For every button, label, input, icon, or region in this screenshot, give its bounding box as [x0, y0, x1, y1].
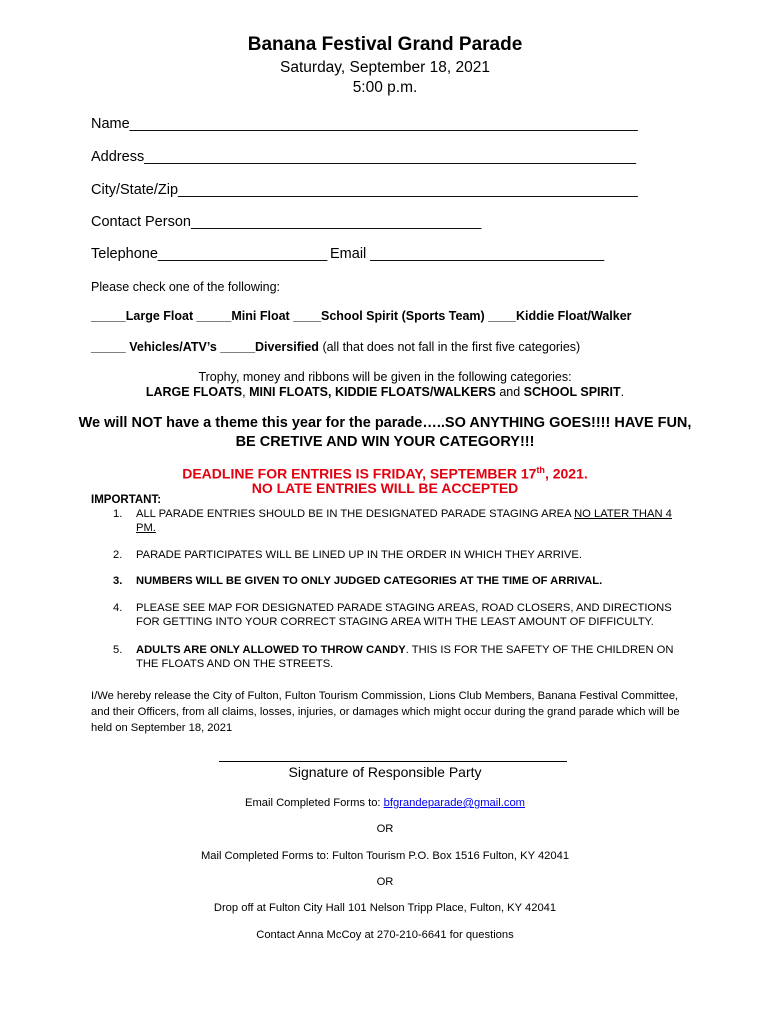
email-link[interactable]: bfgrandeparade@gmail.com — [383, 797, 525, 809]
theme-notice — [60, 414, 710, 452]
contact-info: Contact Anna McCoy at 270-210-6641 for questions — [256, 929, 514, 941]
trophy-school-spirit: SCHOOL SPIRIT — [523, 385, 621, 399]
category-large-float[interactable]: _____Large Float — [91, 309, 194, 323]
deadline-sup: th — [536, 465, 545, 475]
list-item-number: 1. — [113, 508, 123, 520]
trophy-mini-kiddie: MINI FLOATS, KIDDIE FLOATS/WALKERS — [249, 385, 496, 399]
list-item-number: 2. — [113, 549, 123, 561]
category-prompt: Please check one of the following: — [91, 280, 281, 294]
release-statement: I/We hereby release the City of Fulton, Fulton Tourism Commission, Lions Club Members, Banana Festival Committee, and their Officers, from all claims, losses, injuries, or damages which might occur during the grand parade which will be held on September 18, 2021 — [91, 690, 680, 734]
email-instructions — [0, 797, 770, 809]
theme-line-2: BE CRETIVE AND WIN YOUR CATEGORY!!! — [235, 434, 535, 450]
name-field[interactable]: Name_______________________________________________________________ — [91, 116, 638, 132]
list-item-text: . THIS IS FOR THE SAFETY OF THE CHILDREN ON THE FLOATS AND ON THE STREETS. — [136, 644, 674, 670]
trophy-and: and — [495, 385, 524, 399]
category-kiddie-float[interactable]: ____Kiddie Float/Walker — [488, 309, 632, 323]
list-item — [91, 507, 691, 535]
mail-instructions: Mail Completed Forms to: Fulton Tourism P.O. Box 1516 Fulton, KY 42041 — [200, 850, 570, 862]
list-item-number: 4. — [113, 602, 123, 614]
category-row-2 — [91, 340, 580, 354]
signature-line[interactable] — [219, 761, 567, 762]
trophy-intro: Trophy, money and ribbons will be given in the following categories: — [198, 370, 572, 384]
trophy-sep: , — [242, 385, 250, 399]
list-item — [91, 548, 691, 562]
category-vehicles[interactable]: _____ Vehicles/ATV’s — [91, 340, 217, 354]
diversified-note: (all that does not fall in the first five categories) — [322, 340, 581, 354]
list-item-text: NUMBERS WILL BE GIVEN TO ONLY JUDGED CATEGORIES AT THE TIME OF ARRIVAL. — [136, 575, 603, 587]
contact-person-field[interactable]: Contact Person____________________________________ — [91, 214, 482, 230]
list-item-number: 5. — [113, 644, 123, 656]
category-row-1 — [91, 309, 632, 323]
email-label: Email Completed Forms to: — [245, 797, 384, 809]
list-item-underlined: NO LATER THAN 4 PM. — [136, 508, 672, 534]
address-field[interactable]: Address_____________________________________________________________ — [91, 149, 637, 165]
event-date: Saturday, September 18, 2021 — [280, 59, 490, 76]
list-item-text: PARADE PARTICIPATES WILL BE LINED UP IN THE ORDER IN WHICH THEY ARRIVE. — [136, 549, 582, 561]
important-label: IMPORTANT: — [91, 494, 162, 506]
trophy-period: . — [620, 385, 625, 399]
dropoff-instructions: Drop off at Fulton City Hall 101 Nelson Tripp Place, Fulton, KY 42041 — [213, 902, 557, 914]
list-item-number: 3. — [113, 575, 123, 587]
trophy-categories — [0, 385, 770, 399]
or-divider-1: OR — [376, 823, 394, 835]
signature-label: Signature of Responsible Party — [288, 764, 482, 780]
list-item-bold: ADULTS ARE ONLY ALLOWED TO THROW CANDY — [136, 644, 406, 656]
theme-line-1: We will NOT have a theme this year for the parade…..SO ANYTHING GOES!!!! HAVE FUN, — [78, 415, 692, 431]
list-item-text: ALL PARADE ENTRIES SHOULD BE IN THE DESIGNATED PARADE STAGING AREA — [136, 508, 575, 520]
trophy-large-floats: LARGE FLOATS — [145, 385, 243, 399]
category-mini-float[interactable]: _____Mini Float — [196, 309, 290, 323]
page-title: Banana Festival Grand Parade — [247, 34, 523, 55]
city-state-zip-field[interactable]: City/State/Zip_________________________________________________________ — [91, 182, 638, 198]
telephone-field[interactable]: Telephone_____________________ — [91, 246, 328, 262]
deadline-text: DEADLINE FOR ENTRIES IS FRIDAY, SEPTEMBER 17 — [182, 465, 537, 482]
list-item — [91, 601, 691, 629]
list-item — [91, 574, 691, 588]
list-item — [91, 643, 691, 671]
category-diversified[interactable]: _____Diversified — [220, 340, 319, 354]
or-divider-2: OR — [376, 876, 394, 888]
list-item-text: PLEASE SEE MAP FOR DESIGNATED PARADE STAGING AREAS, ROAD CLOSERS, AND DIRECTIONS FOR GETTING INTO YOUR CORRECT STAGING AREA WITH THE LEAST AMOUNT OF DIFFICULTY. — [136, 602, 672, 628]
category-school-spirit[interactable]: ____School Spirit (Sports Team) — [293, 309, 485, 323]
deadline-line-2: NO LATE ENTRIES WILL BE ACCEPTED — [251, 480, 519, 496]
email-field[interactable]: Email _____________________________ — [330, 246, 605, 262]
event-time: 5:00 p.m. — [352, 79, 418, 96]
deadline-year: , 2021. — [544, 465, 588, 482]
